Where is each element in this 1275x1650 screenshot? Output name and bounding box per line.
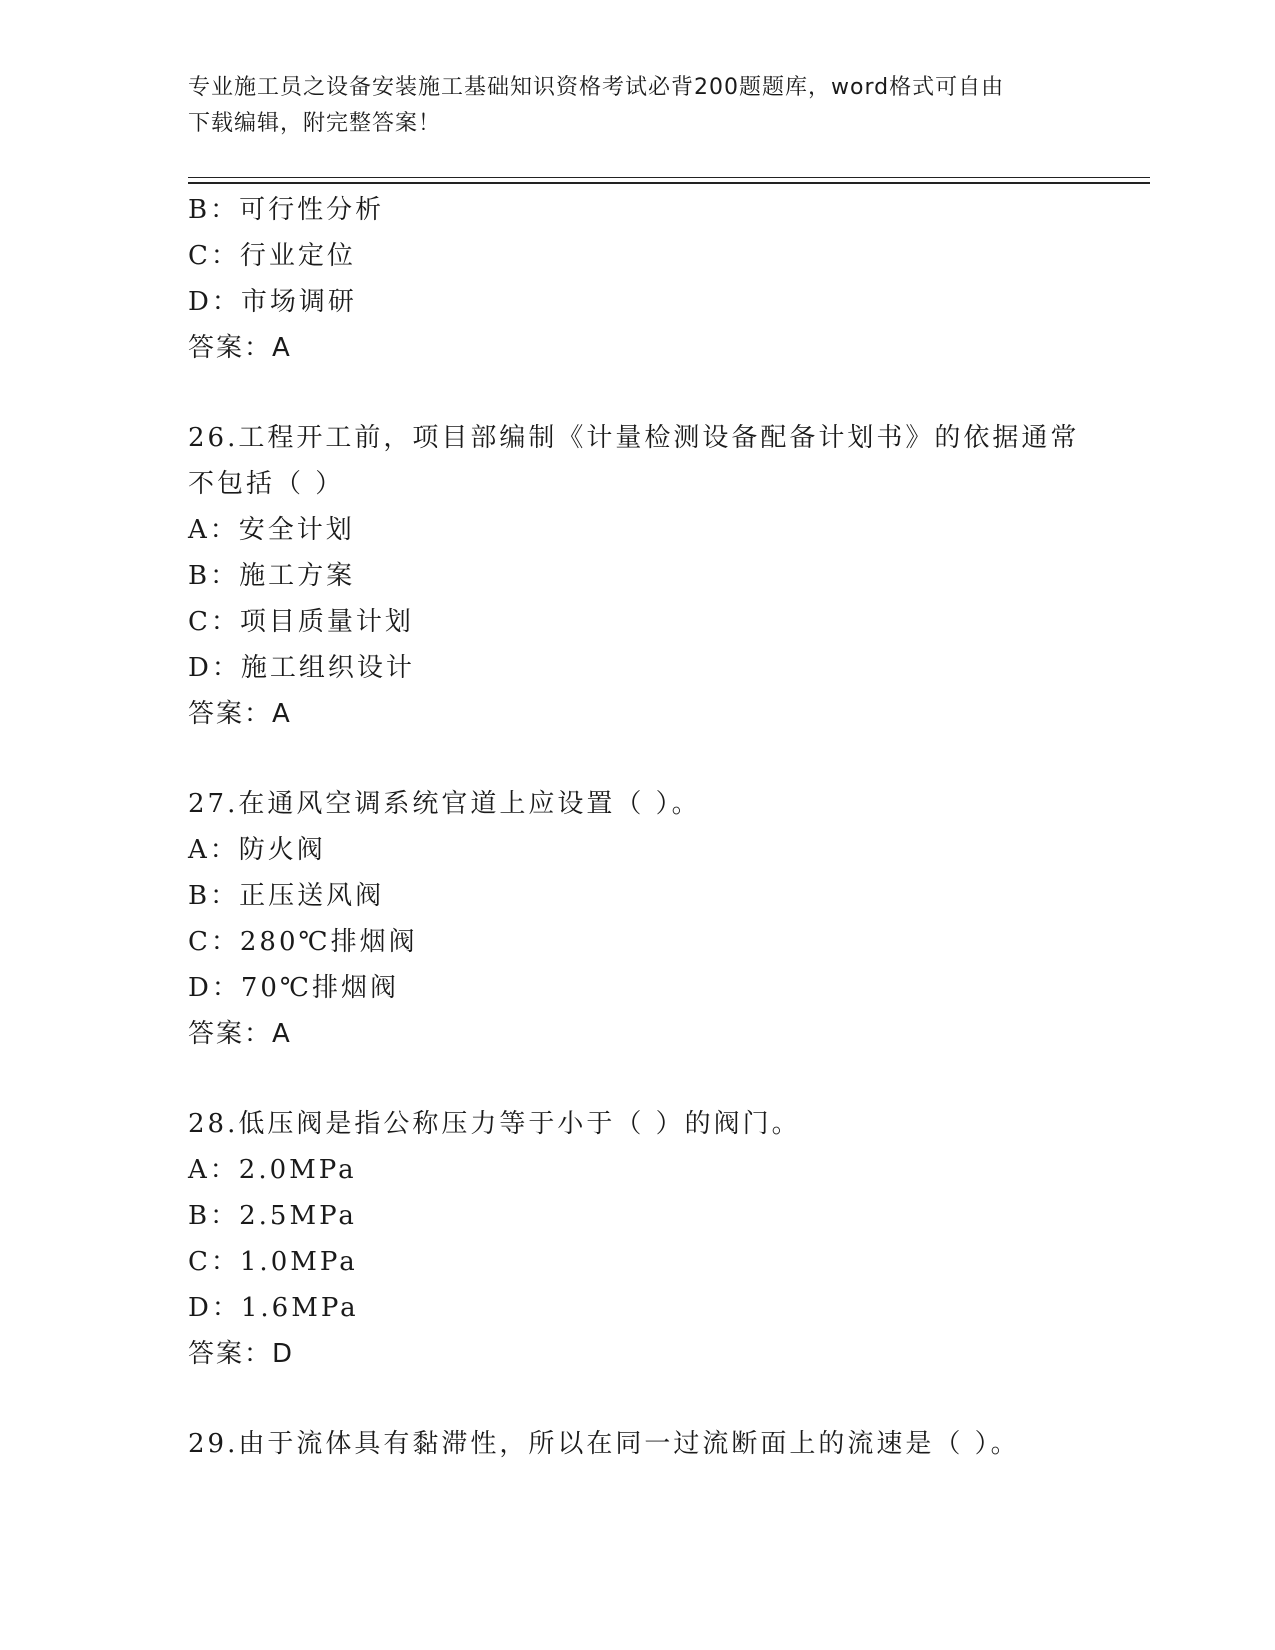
option-a: A：防火阀: [188, 835, 326, 865]
option-a: A：2.0MPa: [188, 1155, 357, 1185]
document-header: [188, 70, 1088, 142]
question-27: [188, 781, 1088, 1057]
header-divider-thick: [188, 182, 1150, 184]
answer: 答案：A: [188, 333, 292, 363]
option-b: B：正压送风阀: [188, 881, 385, 911]
option-a: A：安全计划: [188, 515, 355, 545]
option-d: D：1.6MPa: [188, 1293, 359, 1323]
answer: 答案：D: [188, 1339, 295, 1369]
option-b: B：可行性分析: [188, 195, 385, 225]
answer: 答案：A: [188, 699, 292, 729]
answer: 答案：A: [188, 1019, 292, 1049]
question-stem: 27.在通风空调系统官道上应设置（ ）。: [188, 789, 701, 819]
question-26: [188, 415, 1088, 737]
question-stem: 28.低压阀是指公称压力等于小于（ ）的阀门。: [188, 1109, 801, 1139]
option-b: B：2.5MPa: [188, 1201, 357, 1231]
header-line-2: 下载编辑，附完整答案！: [188, 111, 442, 136]
option-c: C：280℃排烟阀: [188, 927, 418, 957]
question-29: [188, 1421, 1088, 1467]
option-d: D：70℃排烟阀: [188, 973, 400, 1003]
question-list: [188, 187, 1088, 1467]
question-stem: 29.由于流体具有黏滞性，所以在同一过流断面上的流速是（ ）。: [188, 1429, 1020, 1459]
option-c: C：行业定位: [188, 241, 356, 271]
option-d: D：施工组织设计: [188, 653, 415, 683]
option-b: B：施工方案: [188, 561, 356, 591]
question-25-continued: [188, 187, 1088, 371]
option-d: D：市场调研: [188, 287, 357, 317]
option-c: C：1.0MPa: [188, 1247, 358, 1277]
question-stem: 不包括（ ）: [188, 469, 345, 499]
question-28: [188, 1101, 1088, 1377]
option-c: C：项目质量计划: [188, 607, 414, 637]
header-line-1: 专业施工员之设备安装施工基础知识资格考试必背200题题库，word格式可自由: [188, 75, 1005, 100]
header-divider-thin: [188, 177, 1150, 178]
question-stem: 26.工程开工前，项目部编制《计量检测设备配备计划书》的依据通常: [188, 423, 1080, 453]
